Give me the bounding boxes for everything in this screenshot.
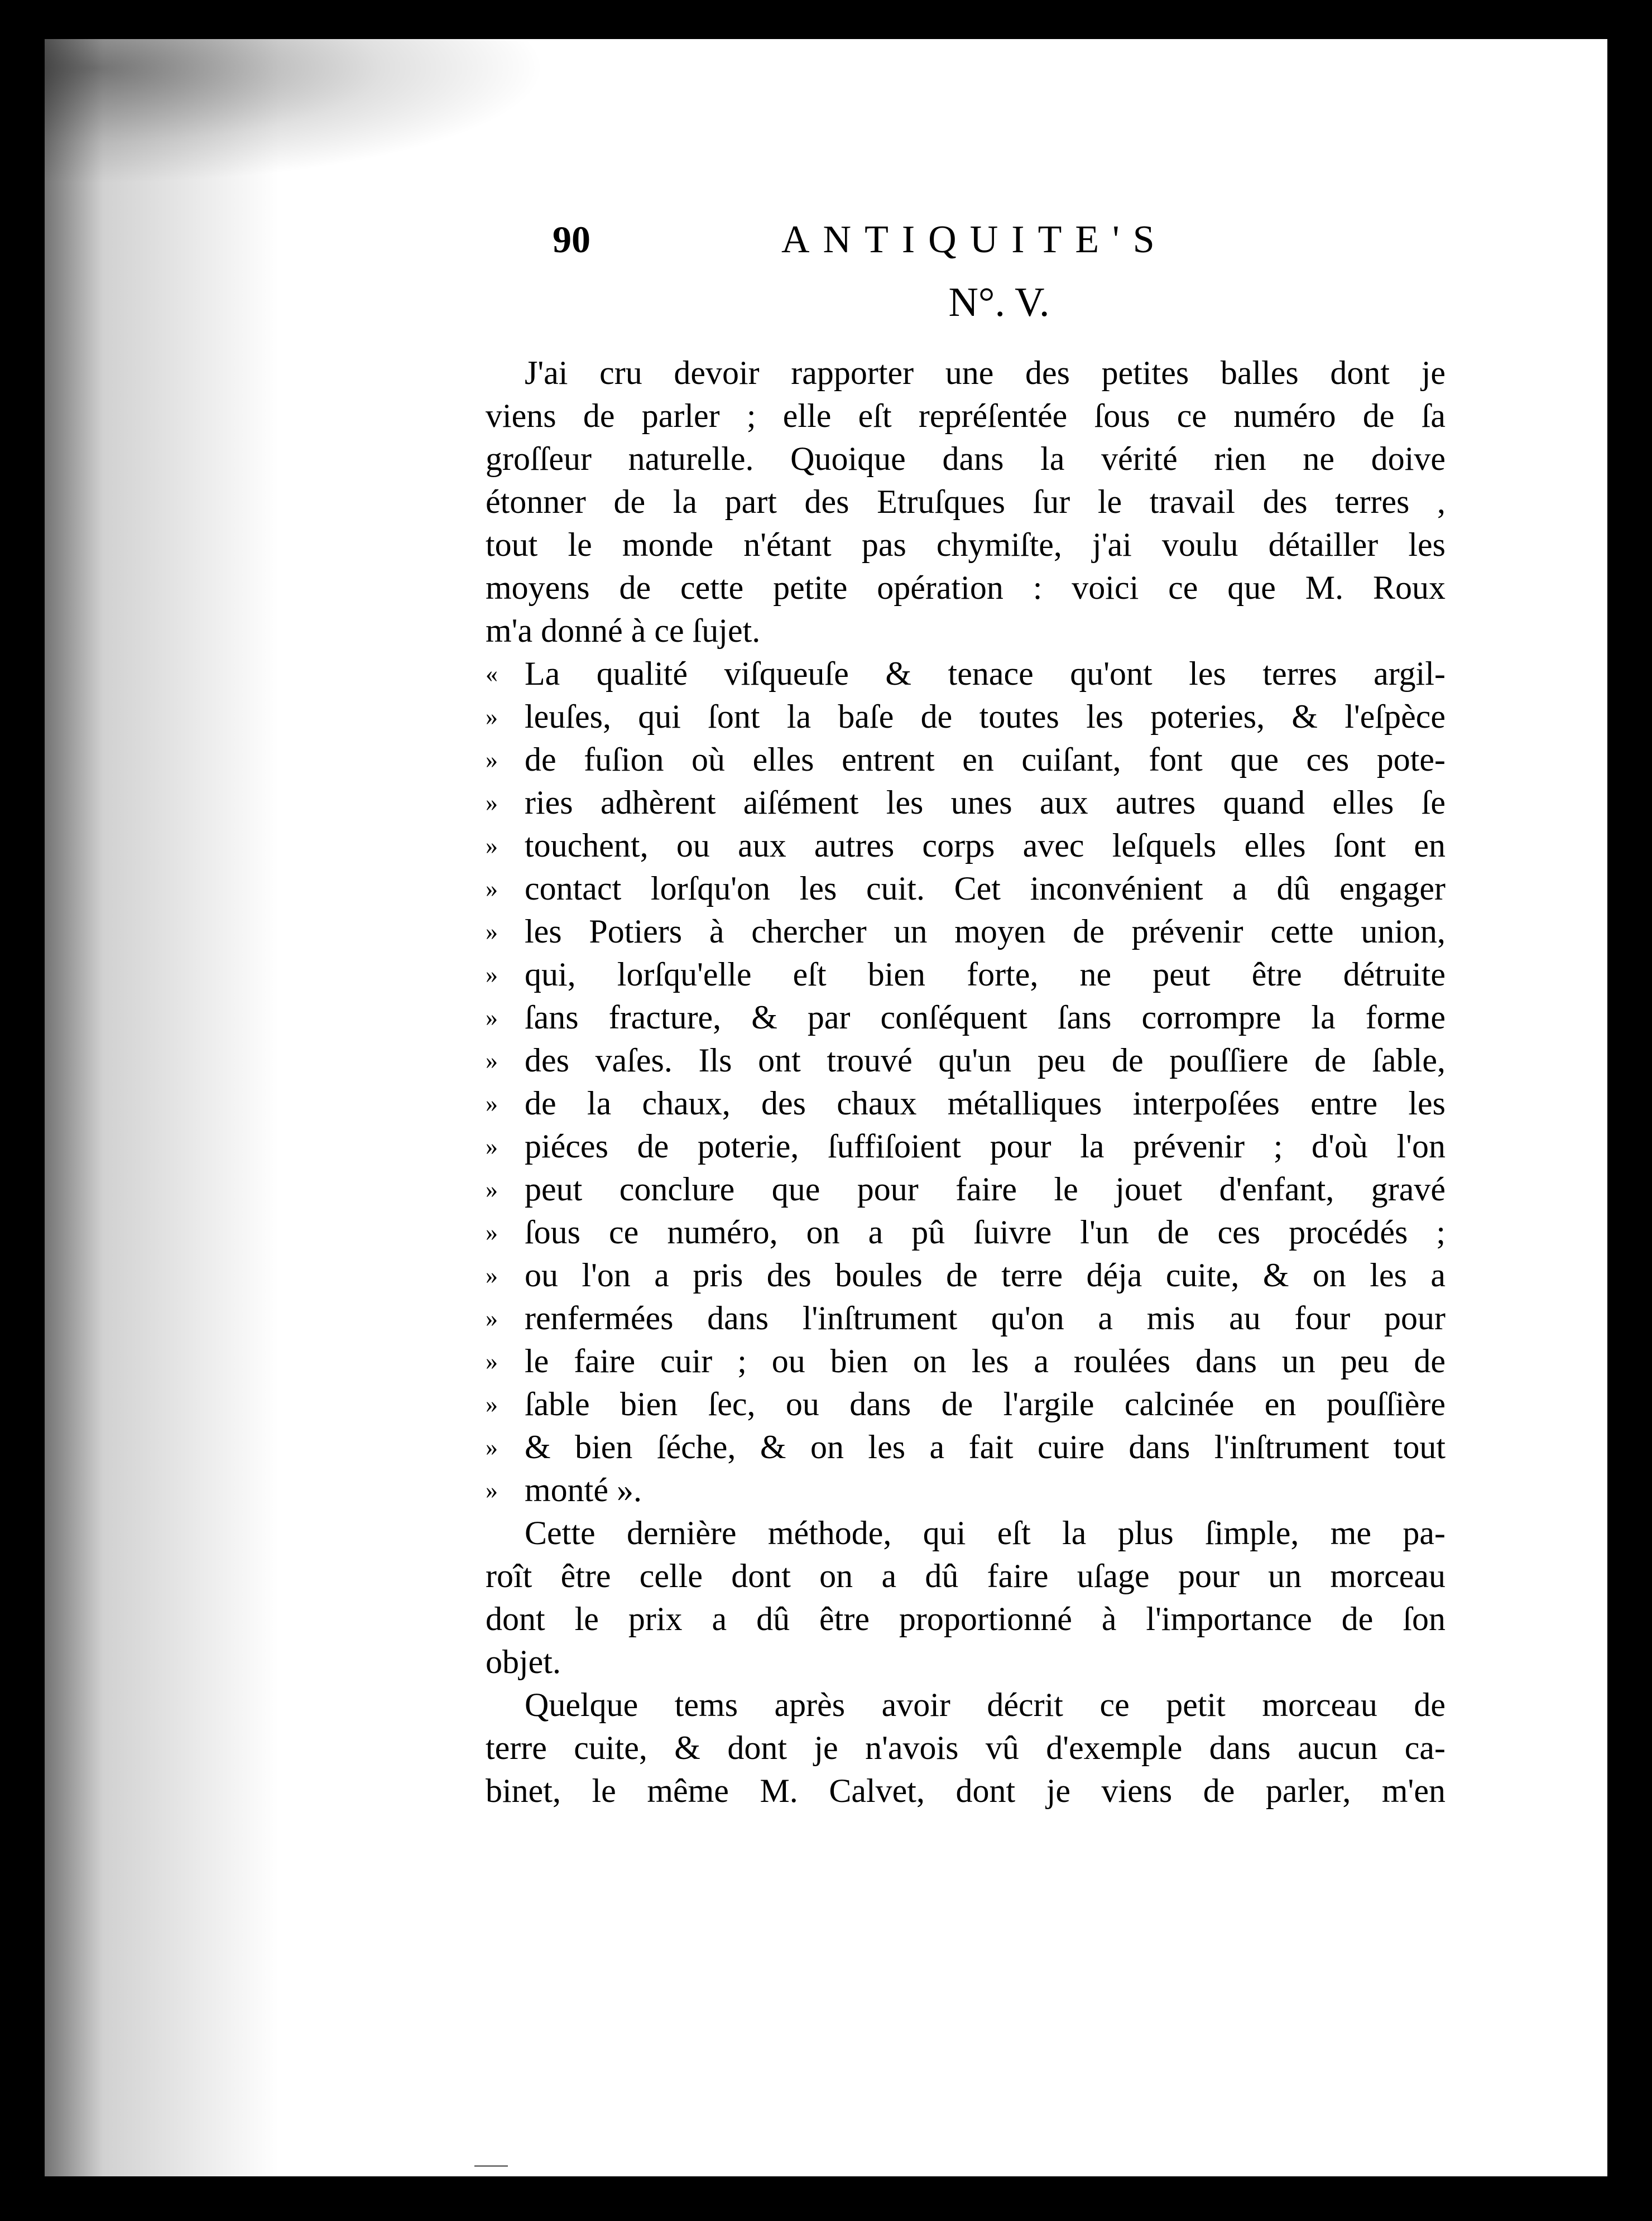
quote-line — [486, 996, 1446, 1039]
quote-mark: » — [486, 1090, 498, 1117]
quote-mark: » — [486, 1305, 498, 1332]
section-number: N°. V. — [948, 280, 1050, 325]
quote-text: de fuſion où elles entrent en cuiſant, font que ces pote- — [525, 741, 1446, 778]
scan-mark — [474, 2165, 508, 2167]
quote-mark: » — [486, 832, 498, 859]
quote-text: La qualité viſqueuſe & tenace qu'ont les terres argil- — [525, 655, 1446, 692]
paragraph-1 — [486, 352, 1446, 652]
text-line: tout le monde n'étant pas chymiſte, j'ai voulu détailler les — [486, 526, 1446, 563]
text-line: J'ai cru devoir rapporter une des petites balles dont je — [525, 354, 1446, 391]
quote-mark: » — [486, 703, 498, 730]
quote-mark: » — [486, 918, 498, 945]
quote-line — [486, 695, 1446, 738]
paragraph-3 — [486, 1684, 1446, 1813]
quote-mark: « — [486, 660, 498, 688]
quote-text: des vaſes. Ils ont trouvé qu'un peu de pouſſiere de ſable, — [525, 1042, 1446, 1079]
quote-mark: » — [486, 875, 498, 902]
text-line: Quelque tems après avoir décrit ce petit morceau de — [525, 1686, 1446, 1723]
quote-mark: » — [486, 789, 498, 816]
quote-line — [486, 1039, 1446, 1082]
quote-line — [486, 1168, 1446, 1211]
quote-mark: » — [486, 1348, 498, 1375]
page-text — [486, 218, 1446, 1813]
quote-text: ſous ce numéro, on a pû ſuivre l'un de ces procédés ; — [525, 1214, 1446, 1251]
quote-text: monté ». — [525, 1472, 642, 1508]
quote-text: ries adhèrent aiſément les unes aux autres quand elles ſe — [525, 784, 1446, 821]
text-line: étonner de la part des Etruſques ſur le travail des terres , — [486, 483, 1446, 520]
quote-line — [486, 1383, 1446, 1426]
paragraph-2 — [486, 1512, 1446, 1684]
quote-text: ſable bien ſec, ou dans de l'argile calcinée en pouſſière — [525, 1386, 1446, 1422]
scan-edge-shadow — [45, 39, 279, 2176]
quote-text: leuſes, qui ſont la baſe de toutes les poteries, & l'eſpèce — [525, 698, 1446, 735]
quote-line — [486, 953, 1446, 996]
quote-mark: » — [486, 1262, 498, 1289]
quote-line — [486, 1254, 1446, 1297]
quote-line — [486, 1340, 1446, 1383]
text-line: terre cuite, & dont je n'avois vû d'exemple dans aucun ca- — [486, 1729, 1446, 1766]
quote-line — [486, 824, 1446, 867]
page-number: 90 — [553, 218, 590, 261]
quote-text: peut conclure que pour faire le jouet d'enfant, gravé — [525, 1171, 1446, 1208]
quote-mark: » — [486, 1434, 498, 1461]
text-line: viens de parler ; elle eſt repréſentée ſous ce numéro de ſa — [486, 397, 1446, 434]
quote-text: ſans fracture, & par conſéquent ſans corrompre la forme — [525, 999, 1446, 1036]
quote-text: contact lorſqu'on les cuit. Cet inconvénient a dû engager — [525, 870, 1446, 907]
quote-mark: » — [486, 1176, 498, 1203]
quote-line — [486, 1211, 1446, 1254]
text-line: Cette dernière méthode, qui eſt la plus ſimple, me pa- — [525, 1515, 1446, 1551]
text-line: roît être celle dont on a dû faire uſage pour un morceau — [486, 1557, 1446, 1594]
quote-line — [486, 1469, 1446, 1512]
quote-mark: » — [486, 1004, 498, 1031]
quote-line — [486, 1297, 1446, 1340]
quote-text: le faire cuir ; ou bien on les a roulées dans un peu de — [525, 1343, 1446, 1379]
quote-line — [486, 652, 1446, 695]
text-line: objet. — [486, 1643, 561, 1680]
page-header — [486, 218, 1446, 279]
quote-line — [486, 867, 1446, 910]
book-page — [45, 39, 1607, 2176]
quote-text: les Potiers à chercher un moyen de prévenir cette union, — [525, 913, 1446, 950]
text-line: groſſeur naturelle. Quoique dans la vérité rien ne doive — [486, 440, 1446, 477]
quote-line — [486, 910, 1446, 953]
quote-mark: » — [486, 1133, 498, 1160]
quote-line — [486, 1082, 1446, 1125]
quote-line — [486, 1426, 1446, 1469]
quote-mark: » — [486, 1219, 498, 1246]
quote-mark: » — [486, 961, 498, 988]
quote-line — [486, 1125, 1446, 1168]
quote-mark: » — [486, 1047, 498, 1074]
text-line: m'a donné à ce ſujet. — [486, 612, 761, 649]
running-title: ANTIQUITE'S — [781, 218, 1168, 261]
text-line: dont le prix a dû être proportionné à l'importance de ſon — [486, 1600, 1446, 1637]
quote-mark: » — [486, 1391, 498, 1418]
scan-corner-noise — [45, 39, 547, 184]
quote-text: renfermées dans l'inſtrument qu'on a mis au four pour — [525, 1300, 1446, 1337]
quote-text: piéces de poterie, ſuffiſoient pour la prévenir ; d'où l'on — [525, 1128, 1446, 1165]
quote-text: ou l'on a pris des boules de terre déja cuite, & on les a — [525, 1257, 1446, 1294]
quote-line — [486, 738, 1446, 781]
quote-text: touchent, ou aux autres corps avec leſquels elles ſont en — [525, 827, 1446, 864]
text-line: binet, le même M. Calvet, dont je viens de parler, m'en — [486, 1772, 1446, 1809]
quote-mark: » — [486, 1477, 498, 1504]
quote-text: de la chaux, des chaux métalliques interpoſées entre les — [525, 1085, 1446, 1122]
quote-text: qui, lorſqu'elle eſt bien forte, ne peut être détruite — [525, 956, 1446, 993]
quote-mark: » — [486, 746, 498, 773]
text-line: moyens de cette petite opération : voici ce que M. Roux — [486, 569, 1446, 606]
quote-text: & bien ſéche, & on les a fait cuire dans l'inſtrument tout — [525, 1429, 1446, 1465]
quoted-passage — [486, 652, 1446, 1512]
quote-line — [486, 781, 1446, 824]
